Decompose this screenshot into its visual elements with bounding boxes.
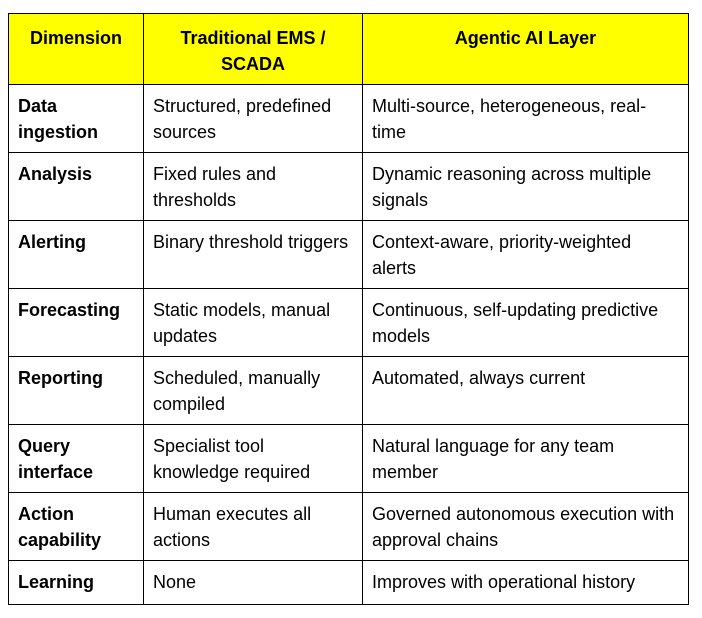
table-row [9,85,689,153]
row-traditional: Scheduled, manually compiled [144,357,363,425]
row-agentic: Improves with operational history [363,561,689,605]
row-dimension: Analysis [9,153,144,221]
row-dimension: Action capability [9,493,144,561]
table-row [9,493,689,561]
comparison-table [8,13,689,605]
row-traditional: Human executes all actions [144,493,363,561]
row-traditional: None [144,561,363,605]
row-dimension: Reporting [9,357,144,425]
header-traditional-ems-scada: Traditional EMS / SCADA [144,14,363,85]
header-agentic-ai-layer: Agentic AI Layer [363,14,689,85]
row-dimension: Forecasting [9,289,144,357]
row-dimension: Alerting [9,221,144,289]
row-traditional: Static models, manual updates [144,289,363,357]
comparison-table-container [8,13,689,605]
row-agentic: Governed autonomous execution with approval chains [363,493,689,561]
row-traditional: Structured, predefined sources [144,85,363,153]
row-traditional: Specialist tool knowledge required [144,425,363,493]
row-dimension: Learning [9,561,144,605]
table-row [9,357,689,425]
header-dimension: Dimension [9,14,144,85]
row-traditional: Fixed rules and thresholds [144,153,363,221]
row-agentic: Multi-source, heterogeneous, real-time [363,85,689,153]
table-row [9,289,689,357]
table-row [9,561,689,605]
table-row [9,221,689,289]
row-agentic: Natural language for any team member [363,425,689,493]
row-dimension: Data ingestion [9,85,144,153]
row-agentic: Context-aware, priority-weighted alerts [363,221,689,289]
row-agentic: Automated, always current [363,357,689,425]
row-dimension: Query interface [9,425,144,493]
row-traditional: Binary threshold triggers [144,221,363,289]
row-agentic: Continuous, self-updating predictive models [363,289,689,357]
table-row [9,425,689,493]
table-header-row [9,14,689,85]
table-row [9,153,689,221]
row-agentic: Dynamic reasoning across multiple signals [363,153,689,221]
